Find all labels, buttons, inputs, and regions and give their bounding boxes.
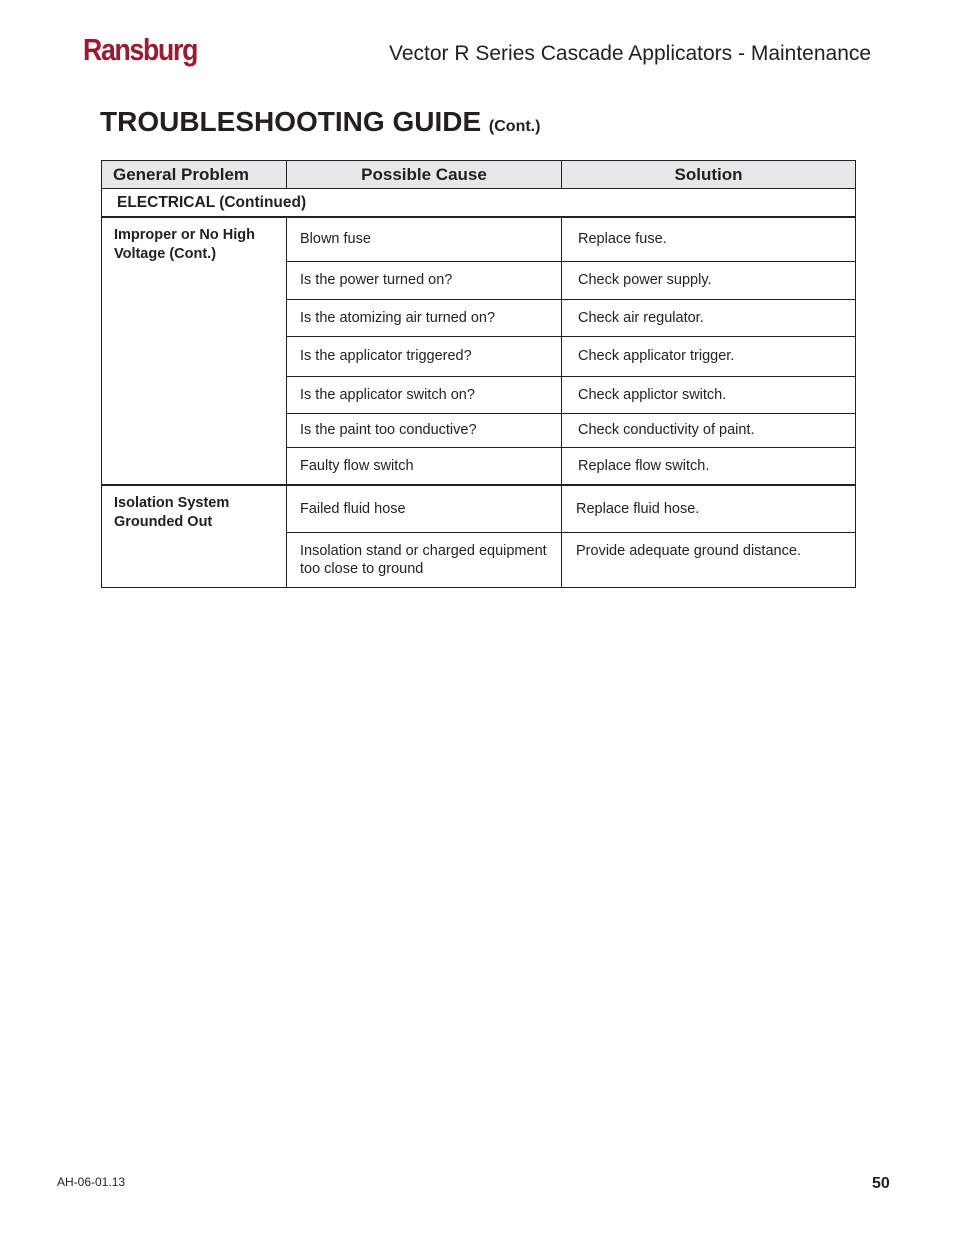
section-label: ELECTRICAL (Continued) <box>102 189 856 218</box>
section-row <box>102 189 856 218</box>
possible-cause-cell: Is the paint too conductive? <box>287 413 562 447</box>
column-header-possible-cause: Possible Cause <box>287 161 562 189</box>
table-row <box>102 485 856 532</box>
general-problem-cell: Improper or No High Voltage (Cont.) <box>102 217 287 485</box>
possible-cause-cell: Insolation stand or charged equipment too close to ground <box>287 532 562 587</box>
general-problem-cell: Isolation System Grounded Out <box>102 485 287 587</box>
troubleshooting-table <box>101 160 856 588</box>
solution-cell: Check conductivity of paint. <box>562 413 856 447</box>
column-header-solution: Solution <box>562 161 856 189</box>
column-header-general-problem: General Problem <box>102 161 287 189</box>
possible-cause-cell: Is the applicator triggered? <box>287 336 562 376</box>
page-number: 50 <box>872 1175 890 1192</box>
heading-suffix: (Cont.) <box>488 118 541 135</box>
possible-cause-cell: Faulty flow switch <box>287 447 562 485</box>
solution-cell: Replace flow switch. <box>562 447 856 485</box>
header-title: Vector R Series Cascade Applicators - Maintenance <box>389 42 872 65</box>
page-heading <box>100 106 540 138</box>
solution-cell: Replace fuse. <box>562 217 856 261</box>
heading-main: TROUBLESHOOTING GUIDE <box>100 106 482 137</box>
possible-cause-cell: Is the atomizing air turned on? <box>287 299 562 336</box>
possible-cause-cell: Blown fuse <box>287 217 562 261</box>
possible-cause-cell: Is the power turned on? <box>287 261 562 299</box>
document-code: AH-06-01.13 <box>57 1175 126 1189</box>
table-row <box>102 217 856 261</box>
table-header-row <box>102 161 856 189</box>
solution-cell: Replace fluid hose. <box>562 485 856 532</box>
possible-cause-cell: Is the applicator switch on? <box>287 376 562 413</box>
solution-cell: Provide adequate ground distance. <box>562 532 856 587</box>
solution-cell: Check applicator trigger. <box>562 336 856 376</box>
solution-cell: Check power supply. <box>562 261 856 299</box>
possible-cause-cell: Failed fluid hose <box>287 485 562 532</box>
solution-cell: Check air regulator. <box>562 299 856 336</box>
ransburg-logo: Ransburg <box>83 32 198 67</box>
solution-cell: Check applictor switch. <box>562 376 856 413</box>
